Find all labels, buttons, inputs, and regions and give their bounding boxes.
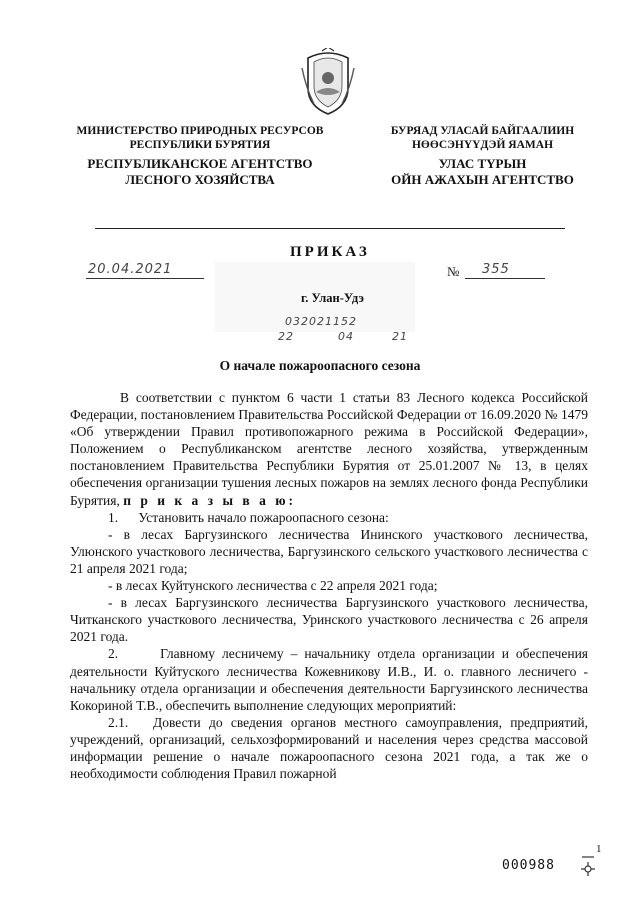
order-title: ПРИКАЗ	[290, 244, 370, 260]
header-left-republic: РЕСПУБЛИКИ БУРЯТИЯ	[129, 139, 271, 151]
order-city: г. Улан-Удэ	[301, 291, 364, 305]
document-code: 000988	[502, 858, 555, 873]
order-number-label: №	[447, 264, 460, 279]
footer-mark-icon	[578, 855, 598, 877]
coat-of-arms-emblem	[300, 48, 356, 116]
header-left-agency-line2: ЛЕСНОГО ХОЗЯЙСТВА	[125, 172, 275, 187]
item-2: 2. Главному лесничему – начальнику отдела организации и обеспечения деятельности Куйтуского лесничества Кожевникову И.В., И. о. главного лесничего - начальнику отдела организации и обеспечения деятельности Баргузинского лесничества Кокориной Т.В., обеспечить выполнение следующих мероприятий:	[70, 646, 588, 713]
registration-month: 04	[338, 330, 354, 343]
order-body	[70, 389, 588, 782]
header-right-republic: НӨӨСЭНҮҮДЭЙ ЯАМАН	[411, 139, 554, 151]
registration-number: 032021152	[285, 315, 357, 328]
order-word: п р и к а з ы в а ю:	[123, 492, 297, 508]
preamble-paragraph	[70, 389, 588, 509]
header-left-agency-line1: РЕСПУБЛИКАНСКОЕ АГЕНТСТВО	[87, 156, 313, 171]
item-1c: - в лесах Баргузинского лесничества Баргузинского участкового лесничества, Читканского участкового лесничества, Уринского участкового лесничества с 26 апреля 2021 года.	[70, 595, 588, 645]
order-number: 355	[482, 262, 510, 277]
header-right-agency-line1: УЛАС ТҮРЫН	[438, 156, 527, 171]
order-subject: О начале пожароопасного сезона	[219, 358, 421, 373]
order-date: 20.04.2021	[88, 262, 173, 277]
item-1a: - в лесах Баргузинского лесничества Ининского участкового лесничества, Улюнского участкового лесничества, Баргузинского сельского участкового лесничества с 21 апреля 2021 года;	[70, 526, 588, 576]
date-underline	[86, 278, 204, 279]
header-left-ministry: МИНИСТЕРСТВО ПРИРОДНЫХ РЕСУРСОВ	[76, 125, 324, 137]
item-2-1: 2.1. Довести до сведения органов местного самоуправления, предприятий, учреждений, организаций, сельхозформирований и населения через средства массовой информации решение о начале пожароопасного сезона 2021 года, а так же о необходимости соблюдения Правил пожарной	[70, 714, 588, 782]
preamble-text: В соответствии с пунктом 6 части 1 статьи 83 Лесного кодекса Российской Федерации, постановлением Правительства Российской Федерации от 16.09.2020 № 1479 «Об утверждении Правил противопожарного режима в Российской Федерации», Положением о Республиканском агентстве лесного хозяйства, утвержденным постановлением Правительства Республики Бурятия от 25.01.2007 № 13, в целях обеспечения организации тушения лесных пожаров на землях лесного фонда Республики Бурятия,	[70, 390, 588, 508]
header-right-agency-line2: ОЙН АЖАХЫН АГЕНТСТВО	[391, 172, 574, 187]
item-1: 1. Установить начало пожароопасного сезона:	[108, 509, 389, 525]
number-underline	[465, 278, 545, 279]
registration-day: 22	[278, 330, 294, 343]
header-divider	[95, 228, 565, 229]
header-right-ministry: БУРЯАД УЛАСАЙ БАЙГААЛИИН	[390, 125, 575, 137]
item-1b: - в лесах Куйтунского лесничества с 22 апреля 2021 года;	[108, 578, 438, 594]
registration-year: 21	[392, 330, 408, 343]
page-number: 1	[596, 843, 602, 855]
